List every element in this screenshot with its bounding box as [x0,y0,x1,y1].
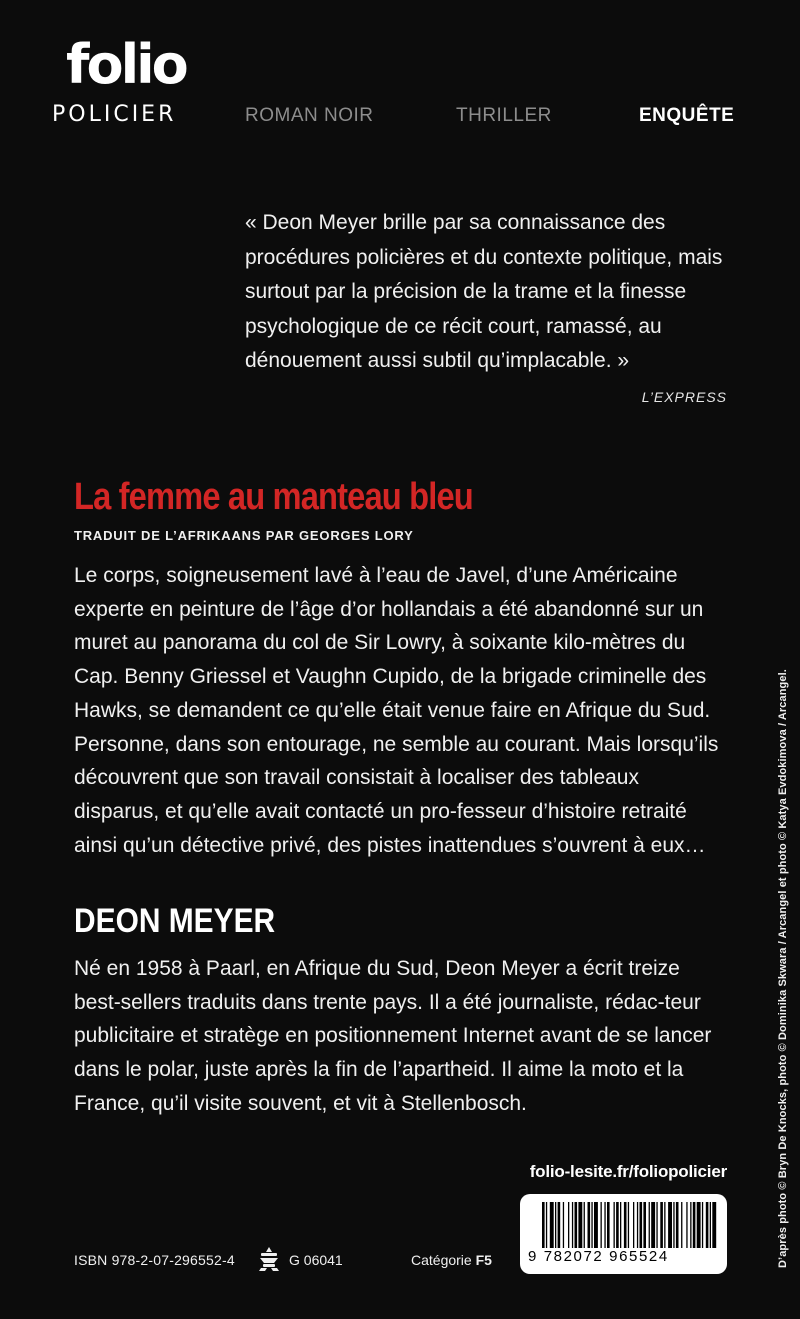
product-code: G 06041 [289,1252,343,1268]
gallimard-sign-icon [257,1246,281,1277]
book-summary: Le corps, soigneusement lavé à l’eau de Javel, d’une Américaine experte en peinture de l’âge d’or hollandais a été abandonné sur un muret au panorama du col de Sir Lowry, à soixante kilo-mètres du Cap. Benny Griessel et Vaughn Cupido, de la brigade criminelle des Hawks, se demandent ce qu’elle était venue faire en Afrique du Sud. Personne, dans son entourage, ne semble au courant. Mais lorsqu’ils découvrent que son travail consistait à localiser des tableaux disparus, et qu’elle avait contacté un pro-fesseur d’histoire retraité ainsi qu’un détective privé, des pistes inattendues s’ouvrent à eux… [74,564,719,857]
author-bio: Né en 1958 à Paarl, en Afrique du Sud, Deon Meyer a écrit treize best-sellers traduits dans trente pays. Il a été journaliste, rédac-teur publicitaire et stratège en positionnement Internet avant de se lancer dans le polar, juste après la fin de l’apartheid. Il aime la moto et la France, qu’il visite souvent, et vit à Stellenbosch. [74,957,712,1115]
barcode [520,1194,727,1274]
author-name: DEON MEYER [74,902,276,940]
quote-source: L’EXPRESS [641,389,727,405]
website-link[interactable]: folio-lesite.fr/foliopolicier [529,1162,727,1181]
category-thriller: THRILLER [456,105,552,126]
photo-credits: D’après photo © Bryn De Knocks, photo © Dominika Skwara / Arcangel et photo © Katya Evdokimova / Arcangel. [777,669,789,1268]
folio-logo: folio [66,33,186,96]
isbn: ISBN 978-2-07-296552-4 [74,1252,235,1268]
translator-credit: TRADUIT DE L’AFRIKAANS PAR GEORGES LORY [74,528,414,543]
price-category [411,1252,492,1268]
book-title: La femme au manteau bleu [74,476,473,518]
category-value: F5 [475,1252,492,1268]
press-quote: « Deon Meyer brille par sa connaissance des procédures policières et du contexte politique, mais surtout par la précision de la trame et la finesse psychologique de ce récit court, ramassé, au dénouement aussi subtil qu’implacable. » [245,211,723,372]
category-roman-noir: ROMAN NOIR [245,105,374,126]
category-label: Catégorie [411,1252,472,1268]
barcode-digits: 9 782072 965524 [528,1248,669,1265]
collection-name: POLICIER [52,102,177,127]
category-enquete-active: ENQUÊTE [639,105,735,126]
